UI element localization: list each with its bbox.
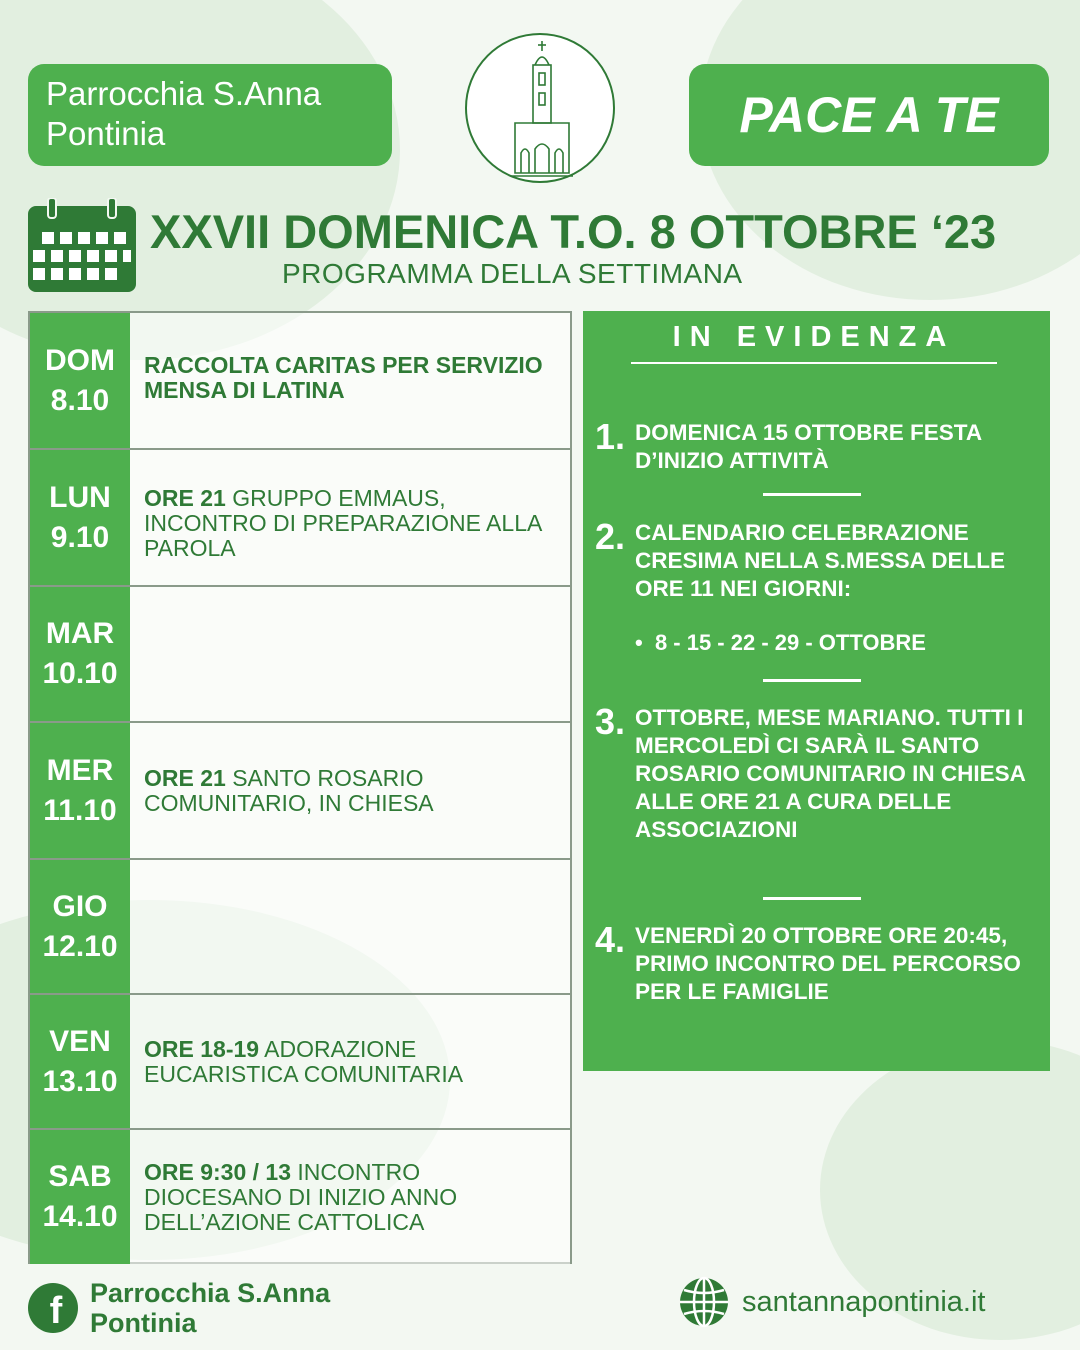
parish-name-box: [28, 64, 392, 166]
weekly-schedule: [28, 311, 572, 1264]
event-text: SANTO ROSARIO COMUNITARIO, IN CHIESA: [144, 764, 434, 816]
parish-name-line2: Pontinia: [46, 115, 166, 152]
day-date: 12.10: [42, 929, 118, 963]
day-content: [130, 995, 570, 1130]
highlight-number: 2.: [595, 516, 626, 557]
facebook-icon: f: [28, 1283, 78, 1333]
website-link[interactable]: [678, 1276, 985, 1328]
highlights-title: IN EVIDENZA: [631, 321, 997, 364]
motto-box: [689, 64, 1049, 166]
day-name: LUN: [49, 480, 111, 514]
highlight-bullet-text: 8 - 15 - 22 - 29 - OTTOBRE: [654, 630, 926, 655]
day-date: 8.10: [50, 383, 110, 417]
page-title: XXVII DOMENICA T.O. 8 OTTOBRE ‘23: [150, 205, 997, 258]
day-label: [30, 313, 130, 450]
day-label: [30, 723, 130, 860]
background-shape: [0, 0, 400, 360]
highlight-number: 1.: [595, 416, 626, 457]
day-name: SAB: [48, 1160, 112, 1193]
schedule-row-sab: [30, 1130, 570, 1264]
highlight-number: 4.: [595, 919, 626, 960]
highlight-text: [635, 519, 1040, 657]
church-tower-icon: [467, 35, 613, 181]
event-text: ADORAZIONE EUCARISTICA COMUNITARIA: [144, 1035, 464, 1087]
day-content: [130, 313, 570, 450]
highlight-item: [595, 919, 1040, 1006]
day-date: 10.10: [42, 657, 118, 690]
event-bold-text: ORE 21: [144, 764, 226, 791]
day-label: [30, 1130, 130, 1264]
highlight-number: 3.: [595, 701, 626, 742]
day-label: [30, 450, 130, 587]
divider: [763, 679, 861, 682]
highlight-text-body: CALENDARIO CELEBRAZIONE CRESIMA NELLA S.MESSA DELLE ORE 11 NEI GIORNI:: [635, 520, 1006, 601]
schedule-row-dom: [30, 313, 570, 450]
day-content: [130, 450, 570, 587]
parish-name-line1: Parrocchia S.Anna: [46, 75, 322, 112]
day-date: 14.10: [42, 1200, 118, 1233]
day-name: VEN: [49, 1024, 111, 1058]
day-content: [130, 723, 570, 860]
highlight-bullet: • 8 - 15 - 22 - 29 - OTTOBRE: [635, 630, 926, 655]
facebook-line2: Pontinia: [90, 1308, 197, 1338]
divider: [763, 897, 861, 900]
globe-icon: [678, 1276, 730, 1328]
event-bold-text: ORE 9:30 / 13: [144, 1158, 292, 1185]
schedule-row-lun: [30, 450, 570, 587]
day-content: [130, 587, 570, 723]
event-bold-text: RACCOLTA CARITAS PER SERVIZIO MENSA DI LATINA: [144, 352, 543, 403]
facebook-page-name: [90, 1278, 330, 1338]
day-name: MER: [46, 753, 114, 787]
day-content: [130, 860, 570, 995]
day-date: 13.10: [42, 1064, 118, 1098]
highlights-panel: [583, 311, 1050, 1071]
day-name: DOM: [45, 343, 115, 377]
event-text: GRUPPO EMMAUS, INCONTRO DI PREPARAZIONE ALLA PAROLA: [144, 485, 542, 561]
day-name: GIO: [52, 889, 108, 923]
day-date: 11.10: [43, 793, 117, 827]
divider: [763, 493, 861, 496]
day-label: [30, 587, 130, 723]
facebook-line1: Parrocchia S.Anna: [90, 1278, 331, 1308]
event-bold-text: ORE 18-19: [144, 1035, 260, 1062]
day-label: [30, 995, 130, 1130]
highlight-text: VENERDÌ 20 OTTOBRE ORE 20:45, PRIMO INCONTRO DEL PERCORSO PER LE FAMIGLIE: [635, 923, 1021, 1004]
facebook-link[interactable]: [28, 1278, 330, 1338]
day-date: 9.10: [50, 520, 110, 554]
page-subtitle: PROGRAMMA DELLA SETTIMANA: [282, 258, 743, 289]
event-text: INCONTRO DIOCESANO DI INIZIO ANNO DELL’AZIONE CATTOLICA: [144, 1158, 458, 1235]
church-logo: [465, 33, 615, 183]
highlight-text: DOMENICA 15 OTTOBRE FESTA D’INIZIO ATTIVITÀ: [635, 420, 982, 473]
day-content: [130, 1130, 570, 1264]
highlight-item: [595, 516, 1040, 657]
event-bold-text: ORE 21: [144, 485, 226, 511]
day-label: [30, 860, 130, 995]
highlight-text: OTTOBRE, MESE MARIANO. TUTTI I MERCOLEDÌ CI SARÀ IL SANTO ROSARIO COMUNITARIO IN CHIESA ALLE ORE 21 A CURA DELLE ASSOCIAZIONI: [635, 705, 1026, 842]
highlight-item: [595, 416, 1040, 475]
motto-text: PACE A TE: [739, 87, 999, 143]
schedule-row-ven: [30, 995, 570, 1130]
calendar-icon: [28, 198, 136, 292]
highlight-item: [595, 701, 1040, 844]
day-name: MAR: [45, 617, 115, 650]
schedule-row-gio: [30, 860, 570, 995]
schedule-row-mar: [30, 587, 570, 723]
schedule-row-mer: [30, 723, 570, 860]
website-url: santannapontinia.it: [742, 1285, 986, 1318]
